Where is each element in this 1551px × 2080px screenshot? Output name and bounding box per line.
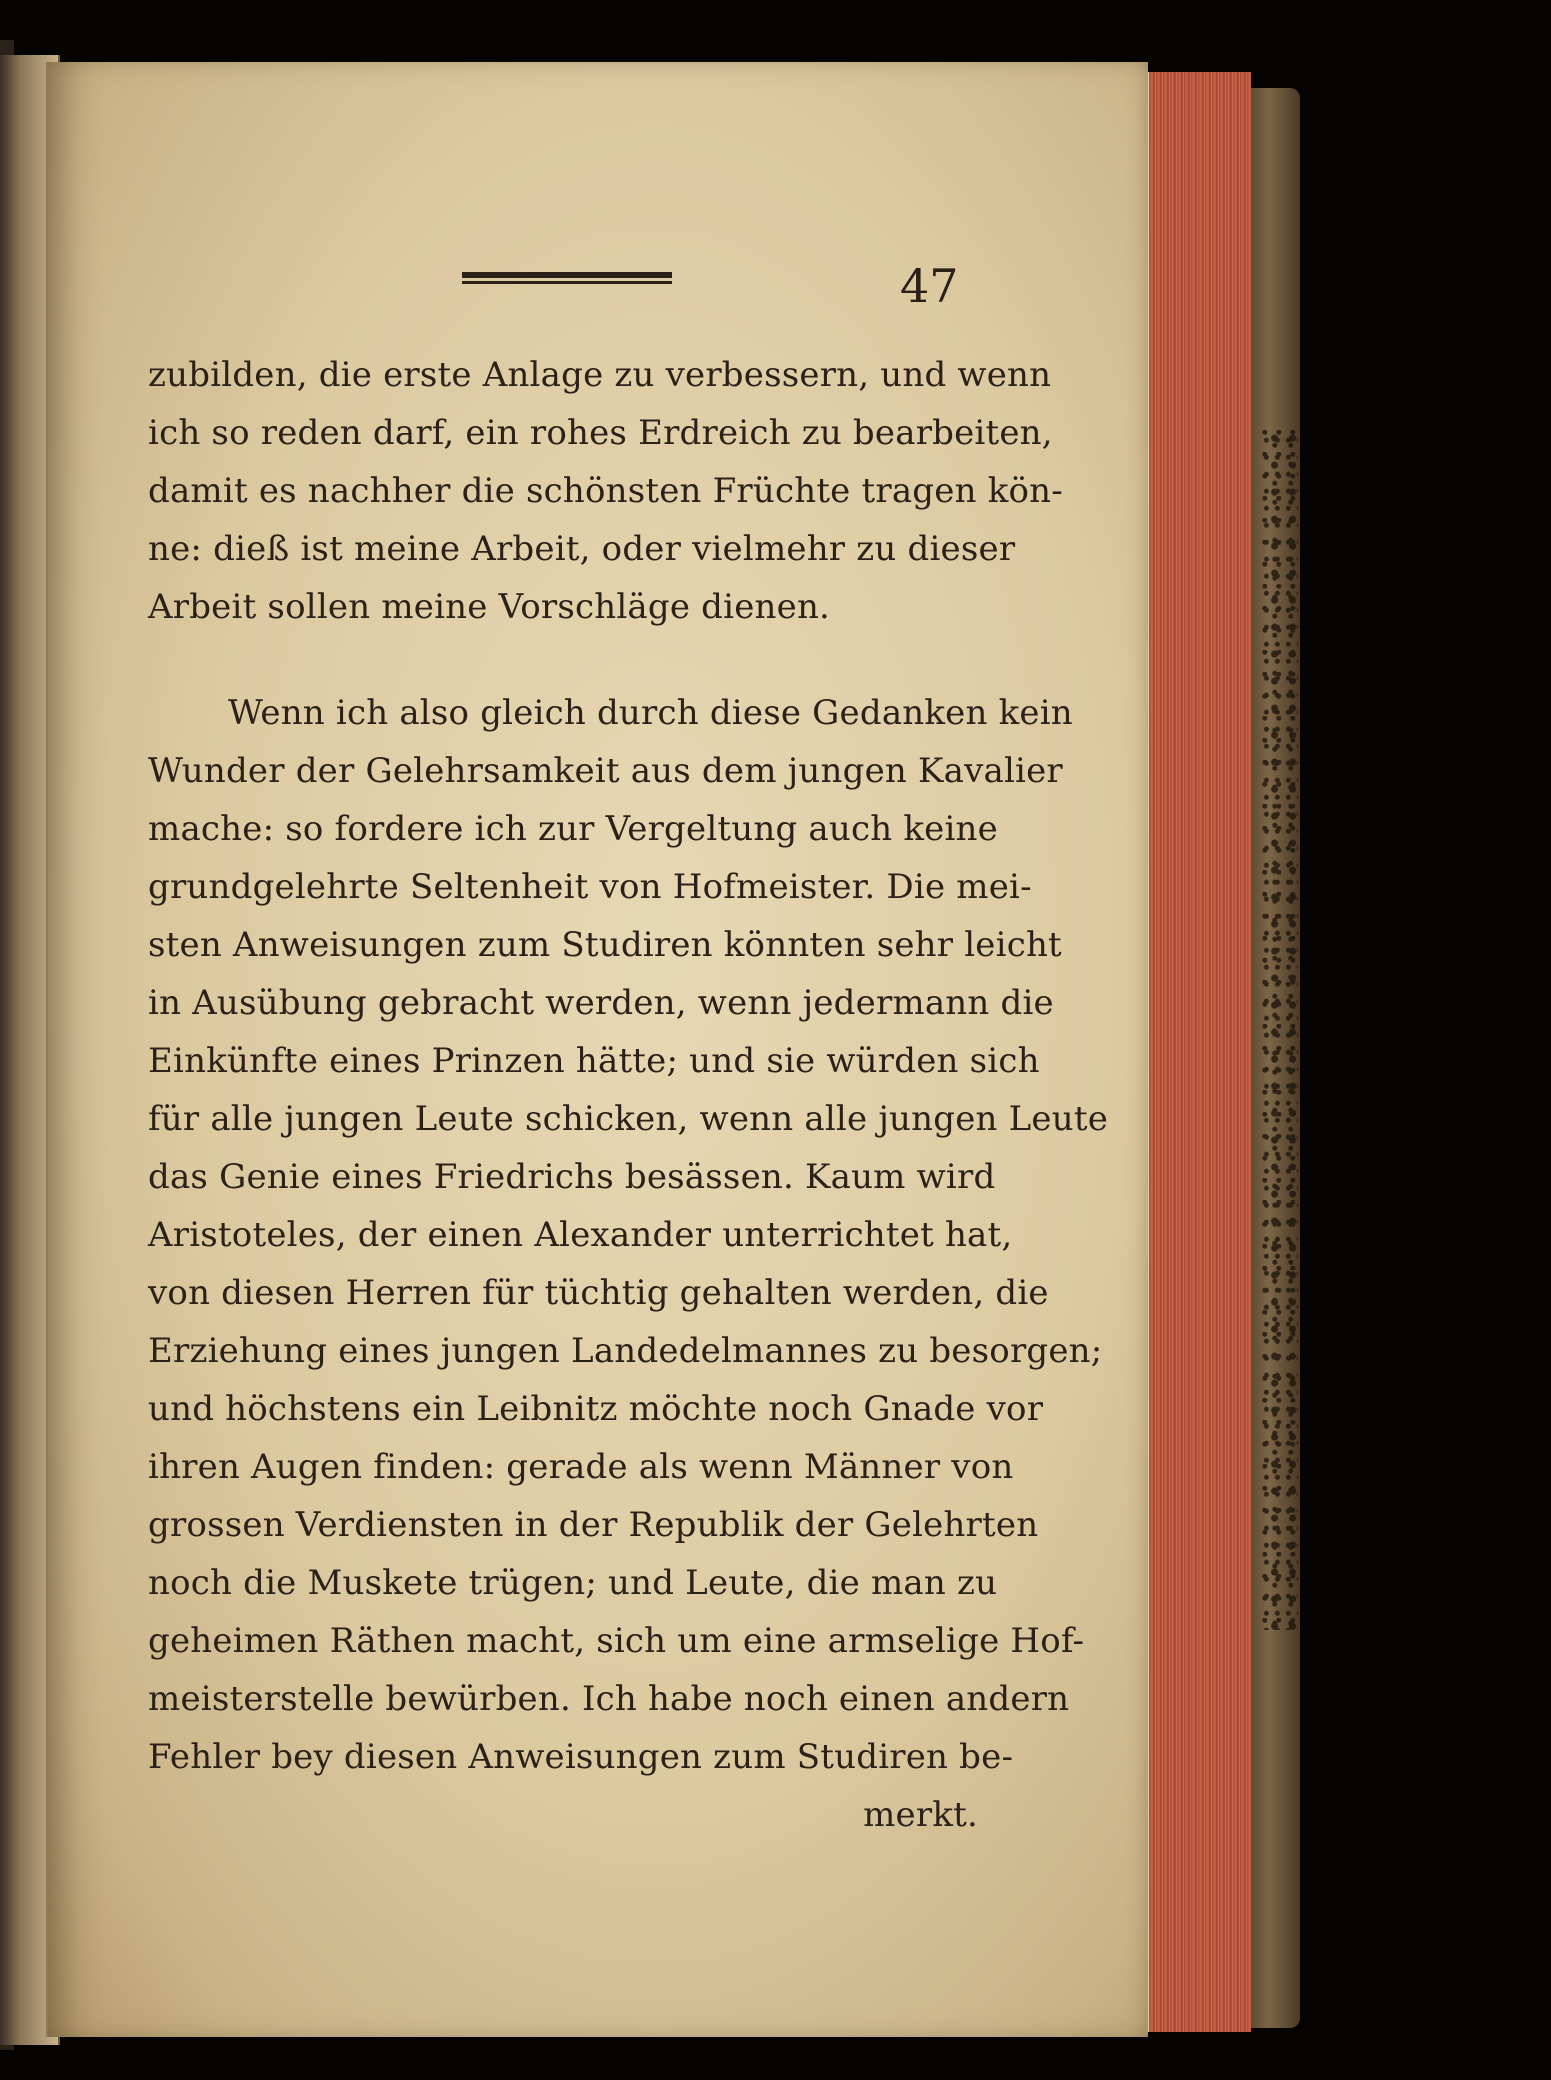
text-line: in Ausübung gebracht werden, wenn jedermann die (148, 983, 1054, 1023)
text-line: noch die Muskete trügen; und Leute, die man zu (148, 1563, 998, 1603)
text-line: Einkünfte eines Prinzen hätte; und sie würden sich (148, 1041, 1040, 1081)
paragraph-1 (148, 346, 1063, 636)
text-line: das Genie eines Friedrichs besässen. Kaum wird (148, 1157, 996, 1197)
text-line: sten Anweisungen zum Studiren könnten sehr leicht (148, 925, 1062, 965)
text-line: Fehler bey diesen Anweisungen zum Studiren be- (148, 1737, 1014, 1777)
paragraph-2 (148, 684, 1109, 1844)
cover-marbling (1262, 430, 1298, 1630)
text-line: ne: dieß ist meine Arbeit, oder vielmehr zu dieser (148, 529, 1016, 569)
text-line: meisterstelle bewürben. Ich habe noch einen andern (148, 1679, 1070, 1719)
text-line: zubilden, die erste Anlage zu verbessern, und wenn (148, 355, 1052, 395)
text-line: geheimen Räthen macht, sich um eine armselige Hof- (148, 1621, 1085, 1661)
text-line: ich so reden darf, ein rohes Erdreich zu bearbeiten, (148, 413, 1053, 453)
text-line: Aristoteles, der einen Alexander unterrichtet hat, (148, 1215, 1013, 1255)
text-line: Arbeit sollen meine Vorschläge dienen. (148, 587, 831, 627)
page-edges (1146, 72, 1251, 2032)
text-line: grossen Verdiensten in der Republik der Gelehrten (148, 1505, 1039, 1545)
text-line: ihren Augen finden: gerade als wenn Männer von (148, 1447, 1014, 1487)
text-line: Wunder der Gelehrsamkeit aus dem jungen Kavalier (148, 751, 1063, 791)
text-line: Wenn ich also gleich durch diese Gedanken kein (228, 693, 1073, 733)
text-line: und höchstens ein Leibnitz möchte noch Gnade vor (148, 1389, 1044, 1429)
text-line: Erziehung eines jungen Landedelmannes zu besorgen; (148, 1331, 1103, 1371)
page-number: 47 (900, 259, 959, 313)
text-line: damit es nachher die schönsten Früchte tragen kön- (148, 471, 1063, 511)
text-line: für alle jungen Leute schicken, wenn alle jungen Leute (148, 1099, 1109, 1139)
header-ornament-rule (462, 272, 672, 284)
text-line: von diesen Herren für tüchtig gehalten werden, die (148, 1273, 1049, 1313)
text-line: grundgelehrte Seltenheit von Hofmeister. Die mei- (148, 867, 1032, 907)
catchword: merkt. (863, 1795, 978, 1835)
text-line: mache: so fordere ich zur Vergeltung auch keine (148, 809, 998, 849)
